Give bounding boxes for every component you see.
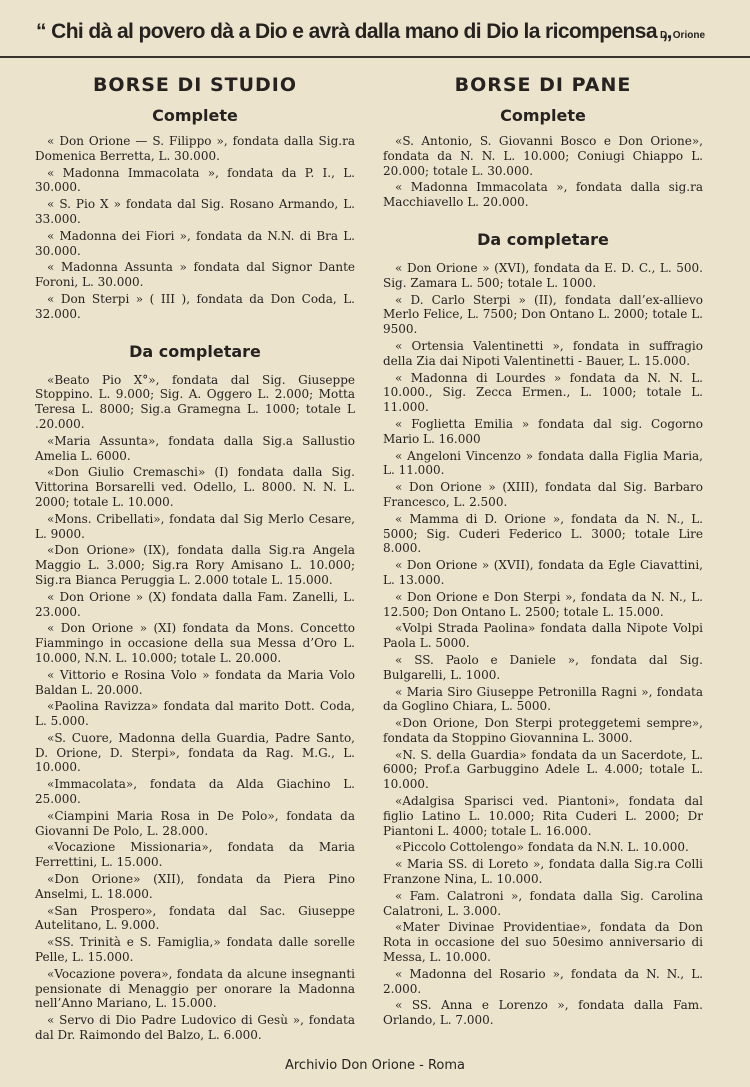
pane-complete-list [383, 134, 703, 210]
quote-text: “ Chi dà al povero dà a Dio e avrà dalla mano di Dio la ricompensa „ [36, 20, 673, 43]
studio-da-completare-entry: «Don Orione» (IX), fondata dalla Sig.ra Angela Maggio L. 3.000; Sig.ra Rory Amisano L. 10.000; Sig.ra Bianca Peruggia L. 2.000 totale L. 15.000. [35, 543, 355, 587]
pane-da-completare-entry: « Don Orione » (XVII), fondata da Egle Ciavattini, L. 13.000. [383, 558, 703, 587]
studio-complete-entry: « Don Orione — S. Filippo », fondata dalla Sig.ra Domenica Berretta, L. 30.000. [35, 134, 355, 163]
pane-da-completare-entry: « Mamma di D. Orione », fondata da N. N., L. 5000; Sig. Cuderi Federico L. 3000; totale Lire 8.000. [383, 511, 703, 556]
pane-da-completare-entry: « D. Carlo Sterpi » (II), fondata dall’ex-allievo Merlo Felice, L. 7500; Don Ontano L. 2000; totale L. 9500. [383, 292, 703, 337]
studio-da-completare-entry: «Beato Pio X°», fondata dal Sig. Giuseppe Stoppino. L. 9.000; Sig. A. Oggero L. 2.000; Motta Teresa L. 8000; Sig.a Gramegna L. 1000; totale L .20.000. [35, 372, 355, 431]
studio-da-completare-entry: « Don Orione » (X) fondata dalla Fam. Zanelli, L. 23.000. [35, 589, 355, 619]
studio-complete-list [35, 134, 355, 322]
studio-complete-entry: « S. Pio X » fondata dal Sig. Rosano Armando, L. 33.000. [35, 197, 355, 226]
archive-footer: Archivio Don Orione - Roma [284, 1058, 466, 1073]
pane-da-completare-entry: « Maria SS. di Loreto », fondata dalla Sig.ra Colli Franzone Nina, L. 10.000. [383, 857, 703, 887]
studio-complete-entry: « Madonna dei Fiori », fondata da N.N. di Bra L. 30.000. [35, 228, 355, 258]
pane-da-completare-entry: « Don Orione e Don Sterpi », fondata da N. N., L. 12.500; Don Ontano L. 2500; totale L. 15.000. [383, 589, 703, 619]
pane-complete-entry: « Madonna Immacolata », fondata dalla sig.ra Macchiavello L. 20.000. [383, 180, 703, 210]
pane-da-completare-entry: « Ortensia Valentinetti », fondata in suffragio della Zia dai Nipoti Valentinetti - Bauer, L. 15.000. [383, 338, 703, 368]
right-column [383, 74, 703, 1030]
studio-da-completare-entry: «S. Cuore, Madonna della Guardia, Padre Santo, D. Orione, D. Sterpi», fondata da Rag. M.G., L. 10.000. [35, 730, 355, 775]
studio-da-completare-list [35, 373, 355, 1043]
pane-da-completare-entry: « Foglietta Emilia » fondata dal sig. Cogorno Mario L. 16.000 [383, 416, 703, 446]
pane-da-completare-entry: « Madonna di Lourdes » fondata da N. N. L. 10.000., Sig. Zecca Ermen., L. 1000; totale L. 11.000. [383, 370, 703, 415]
left-column [35, 74, 355, 1045]
studio-da-completare-entry: «San Prospero», fondata dal Sac. Giuseppe Autelitano, L. 9.000. [35, 903, 355, 933]
pane-da-completare-entry: «Don Orione, Don Sterpi proteggetemi sempre», fondata da Stoppino Giovannina L. 3000. [383, 716, 703, 745]
studio-da-completare-entry: «Don Orione» (XII), fondata da Piera Pino Anselmi, L. 18.000. [35, 872, 355, 901]
studio-da-completare-entry: «Don Giulio Cremaschi» (I) fondata dalla Sig. Vittorina Borsarelli ved. Odello, L. 8000. N. N. L. 2000; totale L. 10.000. [35, 465, 355, 509]
borse-di-pane-title: BORSE DI PANE [454, 74, 632, 96]
pane-da-completare-entry: «Mater Divinae Providentiae», fondata da Don Rota in occasione del suo 50esimo anniversario di Messa, L. 10.000. [383, 920, 703, 965]
studio-da-completare-entry: «Paolina Ravizza» fondata dal marito Dott. Coda, L. 5.000. [35, 699, 355, 729]
studio-da-completare-heading: Da completare [129, 341, 261, 361]
studio-da-completare-entry: «Maria Assunta», fondata dalla Sig.a Sallustio Amelia L. 6000. [35, 433, 355, 463]
pane-da-completare-entry: « Don Orione » (XIII), fondata dal Sig. Barbaro Francesco, L. 2.500. [383, 480, 703, 509]
studio-da-completare-entry: « Servo di Dio Padre Ludovico di Gesù », fondata dal Dr. Raimondo del Balzo, L. 6.000. [35, 1013, 355, 1043]
pane-da-completare-entry: « Madonna del Rosario », fondata da N. N., L. 2.000. [383, 966, 703, 996]
studio-da-completare-entry: «Vocazione Missionaria», fondata da Maria Ferrettini, L. 15.000. [35, 840, 355, 870]
quote-banner [0, 0, 750, 58]
studio-da-completare-entry: « Don Orione » (XI) fondata da Mons. Concetto Fiammingo in occasione della sua Messa d’Oro L. 10.000, N.N. L. 10.000; totale L. 20.000. [35, 621, 355, 665]
pane-da-completare-entry: « Angeloni Vincenzo » fondata dalla Figlia Maria, L. 11.000. [383, 448, 703, 478]
borse-di-studio-title: BORSE DI STUDIO [92, 74, 298, 96]
pane-da-completare-entry: « Fam. Calatroni », fondata dalla Sig. Carolina Calatroni, L. 3.000. [383, 888, 703, 918]
pane-da-completare-list [383, 261, 703, 1028]
studio-complete-entry: « Madonna Immacolata », fondata da P. I., L. 30.000. [35, 165, 355, 195]
pane-da-completare-entry: «Piccolo Cottolengo» fondata da N.N. L. 10.000. [395, 840, 689, 855]
pane-da-completare-entry: «Volpi Strada Paolina» fondata dalla Nipote Volpi Paola L. 5000. [383, 621, 703, 651]
pane-da-completare-entry: « SS. Anna e Lorenzo », fondata dalla Fam. Orlando, L. 7.000. [383, 998, 703, 1028]
studio-complete-entry: « Don Sterpi » ( III ), fondata da Don Coda, L. 32.000. [35, 291, 355, 321]
pane-da-completare-heading: Da completare [477, 229, 609, 249]
studio-da-completare-entry: «Immacolata», fondata da Alda Giachino L. 25.000. [35, 777, 355, 807]
studio-da-completare-entry: «Mons. Cribellati», fondata dal Sig Merlo Cesare, L. 9000. [35, 511, 355, 541]
studio-complete-entry: « Madonna Assunta » fondata dal Signor Dante Foroni, L. 30.000. [35, 260, 355, 290]
pane-da-completare-entry: « Maria Siro Giuseppe Petronilla Ragni », fondata da Goglino Chiara, L. 5000. [383, 684, 703, 714]
pane-complete-heading: Complete [500, 106, 586, 125]
pane-da-completare-entry: «N. S. della Guardia» fondata da un Sacerdote, L. 6000; Prof.a Garbuggino Adele L. 4.000; totale L. 10.000. [383, 747, 703, 792]
pane-da-completare-entry: « Don Orione » (XVI), fondata da E. D. C., L. 500. Sig. Zamara L. 500; totale L. 1000. [383, 260, 703, 290]
pane-complete-entry: «S. Antonio, S. Giovanni Bosco e Don Orione», fondata da N. N. L. 10.000; Coniugi Chiappo L. 20.000; totale L. 30.000. [383, 134, 703, 178]
studio-da-completare-entry: «Ciampini Maria Rosa in De Polo», fondata da Giovanni De Polo, L. 28.000. [35, 808, 355, 838]
studio-da-completare-entry: « Vittorio e Rosina Volo » fondata da Maria Volo Baldan L. 20.000. [35, 667, 355, 697]
studio-complete-heading: Complete [152, 106, 238, 125]
studio-da-completare-entry: «SS. Trinità e S. Famiglia,» fondata dalle sorelle Pelle, L. 15.000. [35, 935, 355, 965]
pane-da-completare-entry: « SS. Paolo e Daniele », fondata dal Sig. Bulgarelli, L. 1000. [383, 652, 703, 682]
pane-da-completare-entry: «Adalgisa Sparisci ved. Piantoni», fondata dal figlio Latino L. 10.000; Rita Cuderi L. 2000; Dr Piantoni L. 4000; totale L. 16.000. [383, 794, 703, 838]
quote-author: D. Orione [660, 30, 706, 41]
studio-da-completare-entry: «Vocazione povera», fondata da alcune insegnanti pensionate di Menaggio per onorare la Madonna nell’Anno Mariano, L. 15.000. [35, 966, 355, 1011]
